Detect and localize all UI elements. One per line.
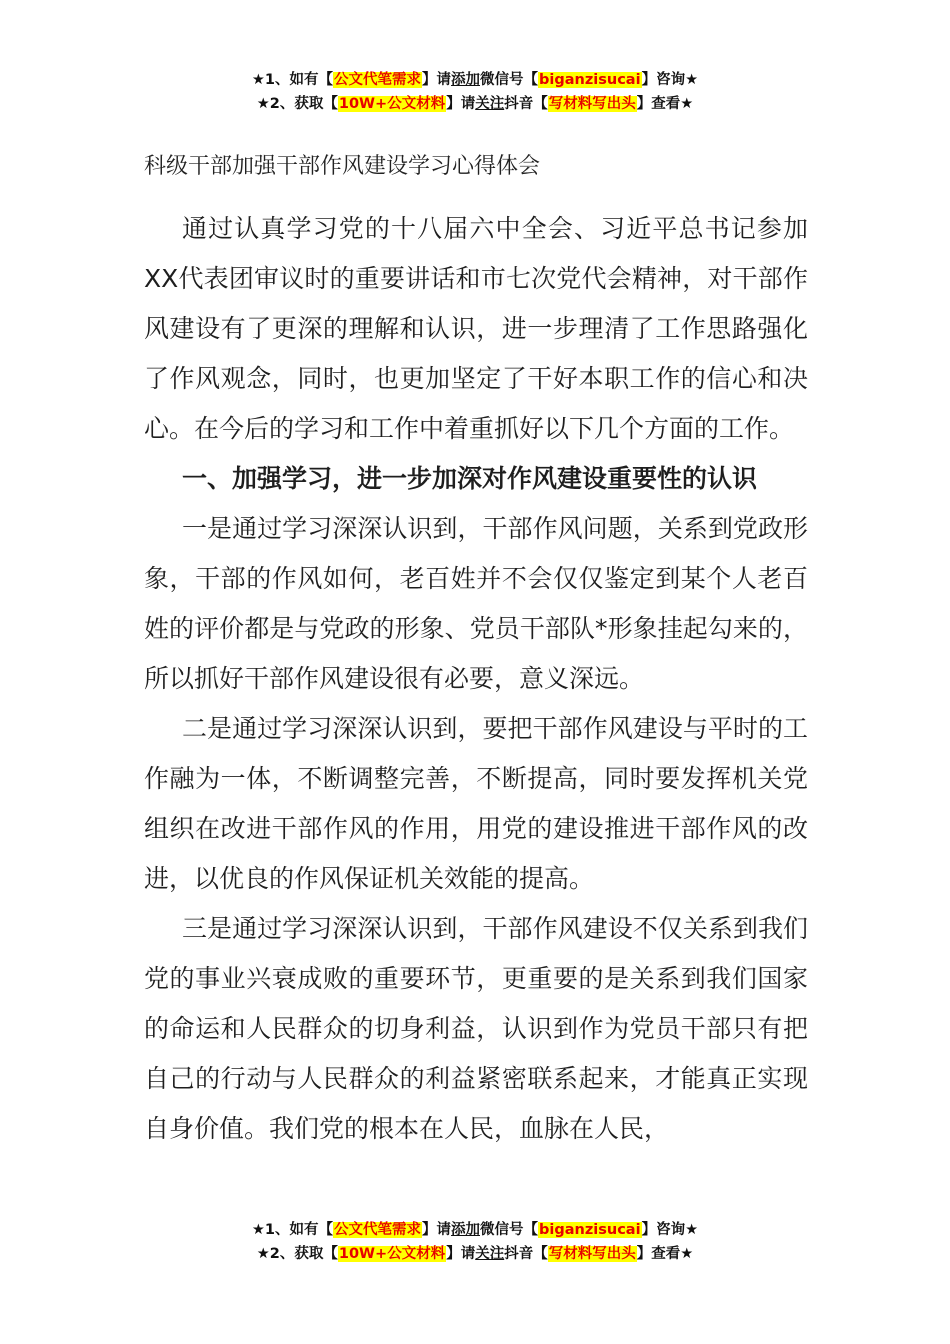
- banner-text: 】请: [422, 1222, 452, 1238]
- highlight-service: 公文代笔需求: [334, 1222, 422, 1238]
- highlight-service: 公文代笔需求: [334, 72, 422, 88]
- banner-text: ★1、如有【: [251, 72, 334, 88]
- document-title: 科级干部加强干部作风建设学习心得体会: [144, 154, 541, 179]
- banner-line-2: [0, 92, 950, 116]
- header-banner: [0, 68, 950, 116]
- highlight-account: 写材料写出头: [548, 1246, 636, 1262]
- footer-banner: [0, 1218, 950, 1266]
- paragraph-point-2: 二是通过学习深深认识到，要把干部作风建设与平时的工作融为一体，不断调整完善，不断提高，同时要发挥机关党组织在改进干部作风的作用，用党的建设推进干部作风的改进，以优良的作风保证机关效能的提高。: [144, 714, 808, 893]
- banner-text: ★1、如有【: [251, 1222, 334, 1238]
- banner-text: 】查看★: [636, 96, 694, 112]
- banner-text: 微信号【: [480, 72, 539, 88]
- banner-text: 抖音【: [504, 96, 548, 112]
- banner-text: ★2、获取【: [256, 96, 338, 112]
- paragraph-point-3: 三是通过学习深深认识到，干部作风建设不仅关系到我们党的事业兴衰成败的重要环节，更重要的是关系到我们国家的命运和人民群众的切身利益，认识到作为党员干部只有把自己的行动与人民群众的利益紧密联系起来，才能真正实现自身价值。我们党的根本在人民，血脉在人民，: [144, 914, 808, 1143]
- banner-text: 抖音【: [504, 1246, 548, 1262]
- highlight-wechat-id: biganzisucai: [539, 1222, 641, 1238]
- banner-text: 】查看★: [636, 1246, 694, 1262]
- banner-text: 】请: [422, 72, 452, 88]
- highlight-account: 写材料写出头: [548, 96, 636, 112]
- banner-text: 微信号【: [480, 1222, 539, 1238]
- banner-line-1: [0, 1218, 950, 1242]
- banner-text: 】请: [446, 96, 476, 112]
- underlined-word: 添加: [451, 72, 481, 88]
- highlight-materials: 10W+公文材料: [338, 96, 446, 112]
- banner-text: ★2、获取【: [256, 1246, 338, 1262]
- highlight-wechat-id: biganzisucai: [539, 72, 641, 88]
- banner-text: 】请: [446, 1246, 476, 1262]
- document-body: [144, 150, 808, 1154]
- banner-text: 】咨询★: [641, 72, 699, 88]
- underlined-word: 关注: [475, 96, 505, 112]
- highlight-materials: 10W+公文材料: [338, 1246, 446, 1262]
- banner-line-1: [0, 68, 950, 92]
- section-heading: 一、加强学习，进一步加深对作风建设重要性的认识: [182, 464, 758, 493]
- underlined-word: 添加: [451, 1222, 481, 1238]
- underlined-word: 关注: [475, 1246, 505, 1262]
- banner-line-2: [0, 1242, 950, 1266]
- banner-text: 】咨询★: [641, 1222, 699, 1238]
- paragraph-point-1: 一是通过学习深深认识到，干部作风问题，关系到党政形象，干部的作风如何，老百姓并不会仅仅鉴定到某个人老百姓的评价都是与党政的形象、党员干部队*形象挂起勾来的，所以抓好干部作风建设很有必要，意义深远。: [144, 514, 808, 693]
- paragraph-intro: 通过认真学习党的十八届六中全会、习近平总书记参加XX代表团审议时的重要讲话和市七次党代会精神，对干部作风建设有了更深的理解和认识，进一步理清了工作思路强化了作风观念，同时，也更加坚定了干好本职工作的信心和决心。在今后的学习和工作中着重抓好以下几个方面的工作。: [144, 214, 808, 443]
